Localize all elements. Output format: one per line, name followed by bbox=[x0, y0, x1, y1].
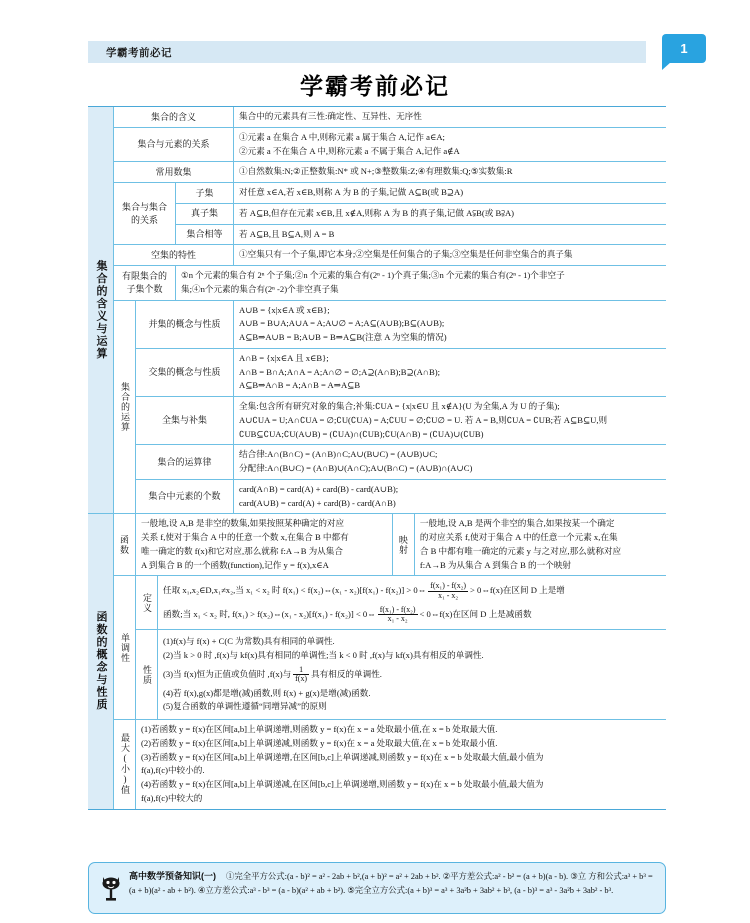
table-row bbox=[176, 204, 666, 225]
row-line: (5)复合函数的单调性遵循“同增异减”的原则 bbox=[163, 701, 327, 712]
row-line: A∪B = B∪A;A∪A = A;A∪∅ = A;A⊆(A∪B);B⊆(A∪B); bbox=[239, 318, 445, 329]
row-line: 合 B 中都有唯一确定的元素 y 与之对应,那么就称对应 bbox=[419, 545, 622, 556]
page-number-text: 1 bbox=[680, 41, 688, 56]
row-line: (3)若函数 y = f(x)在区间[a,b]上单调递增,在区间[b,c]上单调递减,则函数 y = f(x)在 x = b 处取最大值,最小值为 bbox=[141, 751, 544, 762]
row-line: 一般地,设 A,B 是两个非空的集合,如果按某一个确定 bbox=[419, 518, 615, 529]
row-line: f(a),f(c)中较小的. bbox=[141, 765, 205, 776]
row-key-function bbox=[114, 514, 136, 575]
table-row bbox=[136, 630, 666, 719]
subsection-label-set-operations bbox=[114, 301, 136, 514]
row-key: 常用数集 bbox=[114, 162, 234, 182]
row-value bbox=[234, 480, 666, 514]
definition-line-1 bbox=[163, 582, 661, 600]
fraction-denominator: x₁ - x₂ bbox=[387, 614, 408, 624]
row-line: A∩B = B∩A;A∩A = A;A∩∅ = ∅;A⊇(A∩B);B⊇(A∩B); bbox=[239, 366, 440, 377]
monotonicity-subrows bbox=[136, 576, 666, 719]
row-key: 真子集 bbox=[176, 204, 234, 224]
page-number-badge bbox=[662, 34, 706, 63]
row-line: 若 A⊆B,且 B⊆A,则 A = B bbox=[239, 228, 335, 239]
table-row-group-set-relation bbox=[114, 183, 666, 245]
row-line: ①元素 a 在集合 A 中,则称元素 a 属于集合 A,记作 a∈A; bbox=[239, 131, 445, 142]
row-value bbox=[234, 128, 666, 162]
row-line: 集;④n个元素的集合有(2ⁿ -2)个非空真子集 bbox=[181, 283, 339, 294]
row-key-property bbox=[136, 630, 158, 719]
tip-line: 方和公式:a³ + b³ = (a + b)(a² - ab + b²). ④立方差公式:a³ - b³ = (a - b)(a² + ab + b²). ⑤完全立方公式:(a + b)³ = a³ + 3a²b + 3ab² + b³, bbox=[129, 872, 653, 895]
row-line: f(a),f(c)中较大的 bbox=[141, 792, 203, 803]
row-key: 集合的含义 bbox=[114, 107, 234, 127]
row-line: A⊆B⇒A∩B = A;A∩B = A⇒A⊆B bbox=[239, 380, 361, 391]
table-row bbox=[136, 480, 666, 514]
row-line: f:A→B 为从集合 A 到集合 B 的一个映射 bbox=[419, 559, 572, 570]
fraction-denominator: x₁ - x₂ bbox=[438, 590, 459, 600]
table-row bbox=[176, 225, 666, 245]
subsection-label-monotonicity bbox=[114, 576, 136, 719]
row-line: (1)f(x)与 f(x) + C(C 为常数)具有相同的单调性. bbox=[163, 636, 335, 647]
set-operations-subrows bbox=[136, 301, 666, 514]
table-row bbox=[114, 245, 666, 266]
set-relation-subrows bbox=[176, 183, 666, 244]
table-row-group-monotonicity bbox=[114, 576, 666, 720]
row-key-mapping-text: 映射 bbox=[397, 534, 408, 555]
row-line: (2)当 k > 0 时 ,f(x)与 kf(x)具有相同的单调性;当 k < 0 时 ,f(x)与 kf(x)具有相反的单调性. bbox=[163, 650, 484, 661]
running-header bbox=[88, 41, 646, 63]
table-row bbox=[136, 349, 666, 397]
row-value-definition bbox=[158, 576, 666, 629]
set-section-body bbox=[114, 107, 666, 513]
row-line: ①空集只有一个子集,即它本身;②空集是任何集合的子集;③空集是任何非空集合的真子集 bbox=[239, 249, 573, 260]
fraction-numerator: 1 bbox=[293, 666, 309, 675]
running-header-title: 学霸考前必记 bbox=[106, 46, 172, 59]
table-row bbox=[136, 576, 666, 630]
row-key-function-text: 函数 bbox=[119, 534, 129, 555]
section-label-sets-text: 集合的含义与运算 bbox=[95, 260, 107, 361]
prep-knowledge-tip-box bbox=[88, 862, 666, 914]
row-line: ∁UB⊆∁UA;∁U(A∪B) = (∁UA)∩(∁UB);∁U(A∩B) = (∁UA)∪(∁UB) bbox=[239, 428, 484, 439]
row-value-function bbox=[136, 514, 393, 575]
property-line-3 bbox=[163, 666, 661, 684]
row-line: A∩B = {x|x∈A 且 x∈B}; bbox=[239, 352, 329, 363]
row-value-property bbox=[158, 630, 666, 719]
function-section bbox=[88, 514, 666, 808]
row-line: ①n 个元素的集合有 2ⁿ 个子集;②n 个元素的集合有(2ⁿ - 1)个真子集;③n 个元素的集合有(2ⁿ - 1)个非空子 bbox=[181, 270, 565, 280]
row-key-definition-text: 定义 bbox=[142, 592, 152, 613]
property-fraction bbox=[293, 666, 309, 684]
row-key: 空集的特性 bbox=[114, 245, 234, 265]
table-row-extremum bbox=[114, 720, 666, 809]
definition-tail-1: > 0⇔f(x)在区间 D 上是增 bbox=[470, 585, 565, 596]
row-key: 交集的概念与性质 bbox=[136, 349, 234, 396]
row-line: card(A∪B) = card(A) + card(B) - card(A∩B) bbox=[239, 497, 396, 508]
row-key-property-text: 性质 bbox=[142, 664, 152, 685]
subsection-label-extremum-text: 最大(小)值 bbox=[120, 733, 130, 796]
table-row-function-mapping bbox=[114, 514, 666, 576]
row-line: A∪B = {x|x∈A 或 x∈B}; bbox=[239, 304, 330, 315]
row-value bbox=[234, 397, 666, 444]
table-row-group-set-operations bbox=[114, 301, 666, 514]
row-line: ②元素 a 不在集合 A 中,则称元素 a 不属于集合 A,记作 a∉A bbox=[239, 145, 460, 156]
fraction-numerator: f(x₁) - f(x₂) bbox=[379, 604, 416, 614]
row-value bbox=[234, 204, 666, 224]
row-key: 并集的概念与性质 bbox=[136, 301, 234, 348]
row-line: 的对应关系 f,使对于集合 A 中的任意一个元素 x,在集 bbox=[419, 532, 618, 542]
page-title: 学霸考前必记 bbox=[300, 73, 450, 99]
row-line: (2)若函数 y = f(x)在区间[a,b]上单调递减,则函数 y = f(x)在 x = a 处取最大值,在 x = b 处取最小值. bbox=[141, 737, 498, 748]
tip-title: 高中数学预备知识(一) bbox=[129, 871, 216, 881]
fraction-denominator: f(x) bbox=[295, 674, 308, 684]
row-line: 对任意 x∈A,若 x∈B,则称 A 为 B 的子集,记做 A⊆B(或 B⊇A) bbox=[239, 187, 464, 197]
reference-table bbox=[88, 106, 666, 810]
row-value bbox=[234, 107, 666, 127]
row-line: ①自然数集:N;②正整数集:N* 或 N+;③整数集:Z;④有理数集:Q;⑤实数集:R bbox=[239, 166, 513, 177]
subsection-label-set-operations-text: 集合的运算 bbox=[120, 381, 130, 432]
row-line: A 到集合 B 的一个函数(function),记作 y = f(x),x∈A bbox=[141, 559, 329, 570]
definition-text-1: 任取 x₁,x₂∈D,x₁≠x₂,当 x₁ < x₂ 时 f(x₁) < f(x₂)⇔(x₁ - x₂)[f(x₁) - f(x₂)] > 0⇔ bbox=[163, 585, 427, 596]
row-key: 集合与集合的关系 bbox=[114, 183, 176, 244]
row-key: 集合与元素的关系 bbox=[114, 128, 234, 162]
subsection-label-monotonicity-text: 单调性 bbox=[120, 632, 130, 663]
row-key: 集合相等 bbox=[176, 225, 234, 245]
row-value-extremum bbox=[136, 720, 666, 809]
row-line: 唯一确定的数 f(x)和它对应,那么就称 f:A→B 为从集合 bbox=[141, 545, 343, 556]
property-line-3-tail: 具有相反的单调性. bbox=[311, 668, 382, 679]
tip-line: ①完全平方公式:(a - b)² = a² - 2ab + b²,(a + b)² = a² + 2ab + b². ②平方差公式:a² - b² = (a + b)(a - b). ③立 bbox=[226, 872, 587, 881]
row-line: 一般地,设 A,B 是非空的数集,如果按照某种确定的对应 bbox=[141, 518, 345, 529]
row-line: (4)若函数 y = f(x)在区间[a,b]上单调递减,在区间[b,c]上单调递增,则函数 y = f(x)在 x = b 处取最小值,最大值为 bbox=[141, 779, 544, 790]
table-row bbox=[136, 397, 666, 445]
property-line-3-head: (3)当 f(x)恒为正值或负值时 ,f(x)与 bbox=[163, 668, 292, 679]
cat-mascot-icon bbox=[99, 873, 123, 903]
definition-text-2: 函数;当 x₁ < x₂ 时, f(x₁) > f(x₂)⇔(x₁ - x₂)[f(x₁) - f(x₂)] < 0⇔ bbox=[163, 608, 376, 619]
monotonic-fraction-2 bbox=[378, 606, 418, 624]
row-key: 子集 bbox=[176, 183, 234, 203]
row-key: 全集与补集 bbox=[136, 397, 234, 444]
row-value bbox=[176, 266, 666, 300]
set-section bbox=[88, 107, 666, 514]
row-line: 全集:包含所有研究对象的集合;补集:∁UA = {x|x∈U 且 x∉A}(U 为全集,A 为 U 的子集); bbox=[239, 401, 560, 411]
monotonic-fraction-1 bbox=[428, 582, 468, 600]
section-label-functions-text: 函数的概念与性质 bbox=[95, 611, 107, 712]
row-key: 有限集合的子集个数 bbox=[114, 266, 176, 300]
function-section-body bbox=[114, 514, 666, 808]
row-line: 关系 f,使对于集合 A 中的任意一个数 x,在集合 B 中都有 bbox=[141, 532, 349, 542]
table-row bbox=[136, 301, 666, 349]
tip-line: (a - b)³ = a³ - 3a²b + 3ab² - b³. bbox=[514, 885, 614, 895]
table-row bbox=[114, 162, 666, 183]
row-line: 结合律:A∩(B∩C) = (A∩B)∩C;A∪(B∪C) = (A∪B)∪C; bbox=[239, 449, 438, 460]
row-value bbox=[234, 245, 666, 265]
row-line: 若 A⊆B,但存在元素 x∈B,且 x∉A,则称 A 为 B 的真子集,记做 A⫋B(或 B⫌A) bbox=[239, 207, 515, 218]
row-key: 集合的运算律 bbox=[136, 445, 234, 479]
row-value bbox=[234, 183, 666, 203]
row-line: (1)若函数 y = f(x)在区间[a,b]上单调递增,则函数 y = f(x)在 x = a 处取最小值,在 x = b 处取最大值. bbox=[141, 724, 498, 735]
table-row bbox=[136, 445, 666, 480]
definition-line-2 bbox=[163, 606, 661, 624]
section-label-sets bbox=[88, 107, 114, 513]
row-value bbox=[234, 301, 666, 348]
row-line: 分配律:A∩(B∪C) = (A∩B)∪(A∩C);A∪(B∩C) = (A∪B)∩(A∪C) bbox=[239, 463, 473, 473]
subsection-label-extremum bbox=[114, 720, 136, 809]
table-row bbox=[114, 266, 666, 301]
row-value bbox=[234, 225, 666, 245]
table-row bbox=[114, 107, 666, 128]
row-line: 集合中的元素具有三性:确定性、互异性、无序性 bbox=[239, 111, 422, 121]
table-row bbox=[114, 128, 666, 163]
definition-tail-2: < 0⇔f(x)在区间 D 上是减函数 bbox=[419, 608, 532, 619]
fraction-numerator: f(x₁) - f(x₂) bbox=[430, 581, 467, 591]
row-value bbox=[234, 162, 666, 182]
row-value bbox=[234, 445, 666, 479]
row-line: (4)若 f(x),g(x)都是增(减)函数,则 f(x) + g(x)是增(减)函数. bbox=[163, 687, 371, 698]
row-line: A∪∁UA = U;A∩∁UA = ∅;∁U(∁UA) = A;∁UU = ∅;∁U∅ = U. 若 A = B,则∁UA = ∁UB;若 A⊆B⊆U,则 bbox=[239, 414, 608, 425]
row-line: A⊆B⇒A∪B = B;A∪B = B⇒A⊆B(注意 A 为空集的情况) bbox=[239, 332, 447, 342]
row-line: card(A∩B) = card(A) + card(B) - card(A∪B); bbox=[239, 483, 399, 494]
tip-content bbox=[129, 869, 655, 898]
row-key-mapping bbox=[393, 514, 415, 575]
section-label-functions bbox=[88, 514, 114, 808]
table-row bbox=[176, 183, 666, 204]
row-key-definition bbox=[136, 576, 158, 629]
row-value-mapping bbox=[415, 514, 666, 575]
row-key: 集合中元素的个数 bbox=[136, 480, 234, 514]
row-value bbox=[234, 349, 666, 396]
